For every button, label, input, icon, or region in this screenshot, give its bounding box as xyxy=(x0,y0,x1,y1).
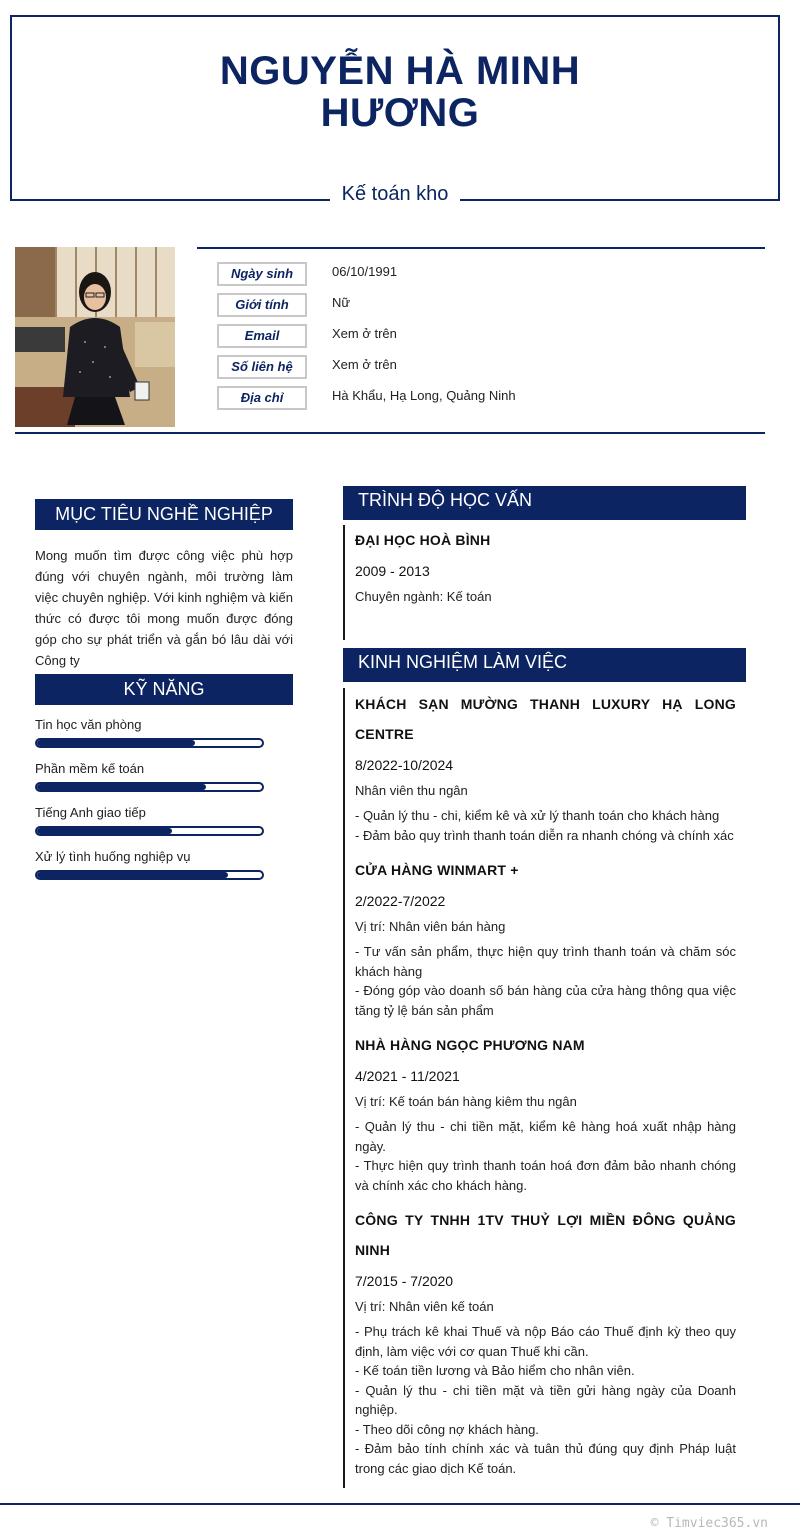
education-school: ĐẠI HỌC HOÀ BÌNH xyxy=(355,532,491,548)
skill-name: Tiếng Anh giao tiếp xyxy=(35,805,146,820)
info-value: Nữ xyxy=(332,295,351,310)
job-duty: - Đảm bảo tính chính xác và tuân thủ đúng quy định Pháp luật trong các giao dịch Kế toán. xyxy=(355,1441,736,1476)
job-company: CÔNG TY TNHH 1TV THUỶ LỢI MIỀN ĐÔNG QUẢNG NINH xyxy=(355,1212,736,1258)
job-duty: - Kế toán tiền lương và Bảo hiểm cho nhân viên. xyxy=(355,1363,635,1378)
info-row-phone xyxy=(217,355,757,379)
job-role: Nhân viên thu ngân xyxy=(355,783,468,798)
job-company: NHÀ HÀNG NGỌC PHƯƠNG NAM xyxy=(355,1037,585,1053)
skill-bar xyxy=(35,870,264,880)
job-period: 8/2022-10/2024 xyxy=(355,757,454,773)
job-description xyxy=(355,1117,736,1195)
job-description xyxy=(355,1322,736,1478)
info-row-address xyxy=(217,386,757,410)
job-role: Vị trí: Kế toán bán hàng kiêm thu ngân xyxy=(355,1094,577,1109)
job-duty: - Quản lý thu - chi tiền mặt, kiểm kê hàng hoá xuất nhập hàng ngày. xyxy=(355,1119,736,1154)
info-label: Email xyxy=(217,324,307,348)
footer-watermark: © Timviec365.vn xyxy=(650,1516,768,1531)
header-divider-right xyxy=(460,199,780,201)
objective-text: Mong muốn tìm được công việc phù hợp đúng với chuyên ngành, môi trường làm việc chuyên nghiệp. Với kinh nghiệm và kiến thức có được tôi mong muốn được đóng góp cho sự phát triển và gắn bó lâu dài với Công ty xyxy=(35,548,293,668)
job-period: 7/2015 - 7/2020 xyxy=(355,1273,454,1289)
skill-bar xyxy=(35,826,264,836)
skill-item xyxy=(35,849,265,880)
info-row-email xyxy=(217,324,757,348)
experience-timeline-line xyxy=(343,688,345,1488)
info-divider-bottom xyxy=(15,432,765,434)
education-timeline-line xyxy=(343,525,345,640)
profile-photo xyxy=(15,247,175,427)
skill-fill xyxy=(37,784,206,790)
job-duty: - Đóng góp vào doanh số bán hàng của cửa hàng thông qua việc tăng tỷ lệ bán sản phẩm xyxy=(355,983,736,1018)
job-company: CỬA HÀNG WINMART + xyxy=(355,862,519,878)
skill-bar xyxy=(35,782,264,792)
skill-name: Phần mềm kế toán xyxy=(35,761,145,776)
objective-heading: MỤC TIÊU NGHỀ NGHIỆP xyxy=(35,499,293,530)
job-duty: - Phụ trách kê khai Thuế và nộp Báo cáo Thuế định kỳ theo quy định, làm việc với cơ quan Thuế khi cần. xyxy=(355,1324,736,1359)
skill-item xyxy=(35,761,265,792)
header-divider-left xyxy=(10,199,330,201)
candidate-name-line2: HƯƠNG xyxy=(320,91,480,135)
skill-fill xyxy=(37,828,172,834)
footer-divider xyxy=(0,1503,800,1505)
job-company: KHÁCH SẠN MƯỜNG THANH LUXURY HẠ LONG CENTRE xyxy=(355,696,736,742)
education-heading: TRÌNH ĐỘ HỌC VẤN xyxy=(343,486,746,520)
job-period: 4/2021 - 11/2021 xyxy=(355,1068,460,1084)
info-row-birthdate xyxy=(217,262,757,286)
skill-item xyxy=(35,717,265,748)
job-role: Vị trí: Nhân viên kế toán xyxy=(355,1299,494,1314)
skill-fill xyxy=(37,740,195,746)
skills-heading: KỸ NĂNG xyxy=(35,674,293,705)
info-value: Hà Khẩu, Hạ Long, Quảng Ninh xyxy=(332,388,516,403)
info-value: 06/10/1991 xyxy=(332,264,398,279)
info-row-gender xyxy=(217,293,757,317)
job-duty: - Tư vấn sản phẩm, thực hiện quy trình thanh toán và chăm sóc khách hàng xyxy=(355,944,736,979)
info-label: Ngày sinh xyxy=(217,262,307,286)
job-period: 2/2022-7/2022 xyxy=(355,893,446,909)
job-description xyxy=(355,942,736,1020)
skill-item xyxy=(35,805,265,836)
info-value: Xem ở trên xyxy=(332,326,397,341)
education-years: 2009 - 2013 xyxy=(355,563,430,579)
job-duty: - Đảm bảo quy trình thanh toán diễn ra nhanh chóng và chính xác xyxy=(355,827,734,843)
info-label: Số liên hệ xyxy=(217,355,307,379)
job-duty: - Theo dõi công nợ khách hàng. xyxy=(355,1421,539,1437)
info-label: Giới tính xyxy=(217,293,307,317)
skill-name: Tin học văn phòng xyxy=(35,717,142,732)
info-label: Địa chỉ xyxy=(217,386,307,410)
job-duty: - Quản lý thu - chi, kiểm kê và xử lý thanh toán cho khách hàng xyxy=(355,808,720,823)
candidate-name xyxy=(0,50,800,134)
experience-heading: KINH NGHIỆM LÀM VIỆC xyxy=(343,648,746,682)
info-value: Xem ở trên xyxy=(332,357,397,372)
skill-fill xyxy=(37,872,228,878)
job-duty: - Thực hiện quy trình thanh toán hoá đơn đảm bảo nhanh chóng và chính xác cho khách hàng. xyxy=(355,1158,736,1193)
skill-bar xyxy=(35,738,264,748)
info-divider-top xyxy=(197,247,765,249)
candidate-name-line1: NGUYỄN HÀ MINH xyxy=(219,49,581,93)
education-major: Chuyên ngành: Kế toán xyxy=(355,589,492,604)
job-title: Kế toán kho xyxy=(341,183,449,205)
job-description xyxy=(355,806,736,845)
job-duty: - Quản lý thu - chi tiền mặt và tiền gửi hàng ngày của Doanh nghiệp. xyxy=(355,1382,736,1417)
skill-name: Xử lý tình huống nghiệp vụ xyxy=(35,849,191,864)
job-role: Vị trí: Nhân viên bán hàng xyxy=(355,919,506,934)
